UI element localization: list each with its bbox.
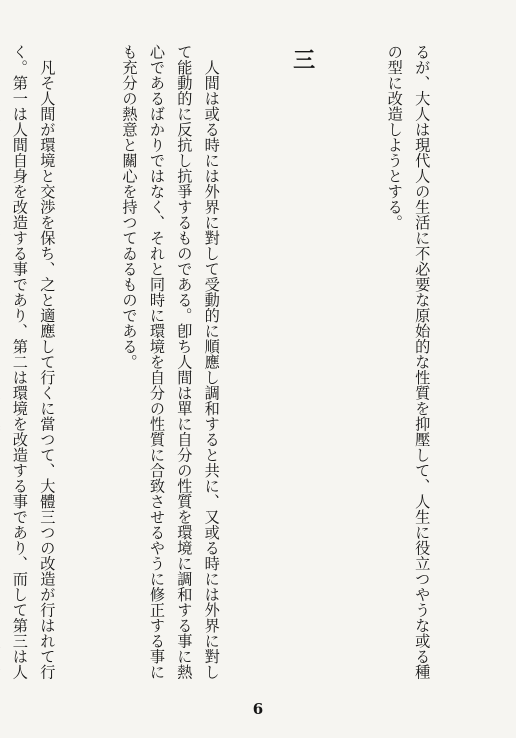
section-heading: 三	[289, 48, 316, 71]
vertical-text-block	[10, 44, 490, 694]
paragraph-continuation: るが、大人は現代人の生活に不必要な原始的な性質を抑壓して、人生に役立つやうな或る種の型に改造しようとする。	[385, 44, 432, 680]
paragraph: 凡そ人間が環境と交渉を保ち、之と適應して行くに當つて、大體三つの改造が行はれて行く。第一は人間自身を改造する事であり、第二は環境を改造する事であり、而して第三は人	[10, 44, 57, 680]
paragraph: 人間は或る時には外界に對して受動的に順應し調和すると共に、又或る時には外界に對して能動的に反抗し抗爭するものである。卽ち人間は單に自分の性質を環境に調和する事に熱心であるばかりではなく、それと同時に環境を自分の性質に合致させるやうに修正する事にも充分の熱意と關心を持つてゐるものである。	[120, 44, 221, 680]
page-number: 6	[252, 700, 264, 718]
